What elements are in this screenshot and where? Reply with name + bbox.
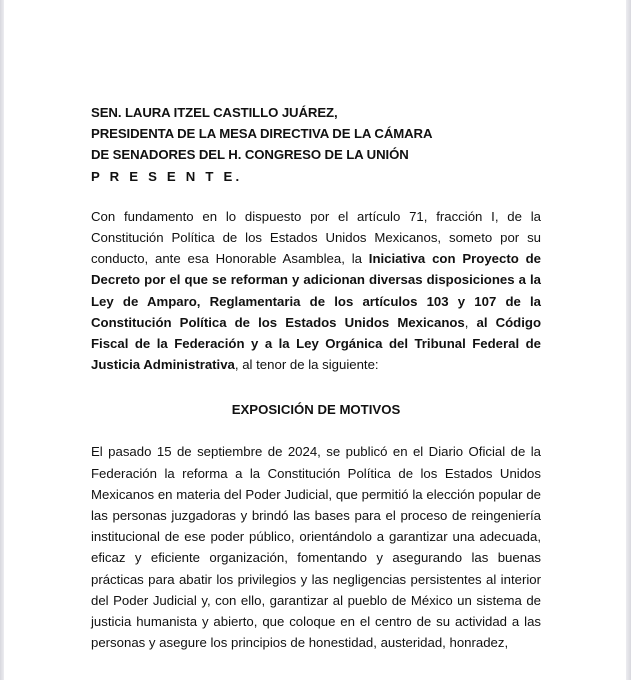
intro-paragraph: [91, 206, 541, 376]
addressee-institution: DE SENADORES DEL H. CONGRESO DE LA UNIÓN: [91, 147, 409, 163]
body-paragraph: El pasado 15 de septiembre de 2024, se publicó en el Diario Oficial de la Federación la reforma a la Constitución Política de los Estados Unidos Mexicanos en materia del Poder Judicial, que permitió la elección popular de las personas juzgadoras y brindó las bases para el proceso de reingeniería institucional de ese poder público, orientándolo a garantizar una adecuada, eficaz y eficiente organización, fomentando y asegurando las buenas prácticas para abatir los privilegios y las negligencias persistentes al interior del Poder Judicial y, con ello, garantizar al pueblo de México un sistema de justicia humanista y abierto, que coloque en el centro de su actividad a las personas y asegure los principios de honestidad, austeridad, honradez,: [91, 444, 541, 651]
section-heading: EXPOSICIÓN DE MOTIVOS: [231, 402, 401, 418]
addressee-title: PRESIDENTA DE LA MESA DIRECTIVA DE LA CÁMARA: [91, 126, 433, 142]
page-edge-right: [626, 0, 631, 680]
intro-separator: ,: [464, 314, 477, 330]
intro-text-before: Con fundamento en lo dispuesto por el artículo 71, fracción I, de la Constitución Política de los Estados Unidos Mexicanos, someto por su conducto, ante esa Honorable Asamblea, la: [91, 208, 541, 267]
document-page: [91, 102, 541, 653]
initiative-title-part-2: al Código Fiscal de la Federación y a la Ley Orgánica del Tribunal Federal de Justicia Administrativa: [91, 314, 541, 373]
addressee-name: SEN. LAURA ITZEL CASTILLO JUÁREZ,: [91, 105, 338, 120]
addressee-presente: P R E S E N T E.: [91, 168, 243, 184]
page-edge-left: [0, 0, 4, 680]
initiative-title-part-1: Iniciativa con Proyecto de Decreto por el que se reforman y adicionan diversas disposiciones a la Ley de Amparo, Reglamentaria de los artículos 103 y 107 de la Constitución Política de los Estados Unidos Mexicanos: [91, 251, 541, 330]
addressee-block: [91, 102, 541, 187]
intro-text-after: , al tenor de la siguiente:: [234, 357, 379, 373]
